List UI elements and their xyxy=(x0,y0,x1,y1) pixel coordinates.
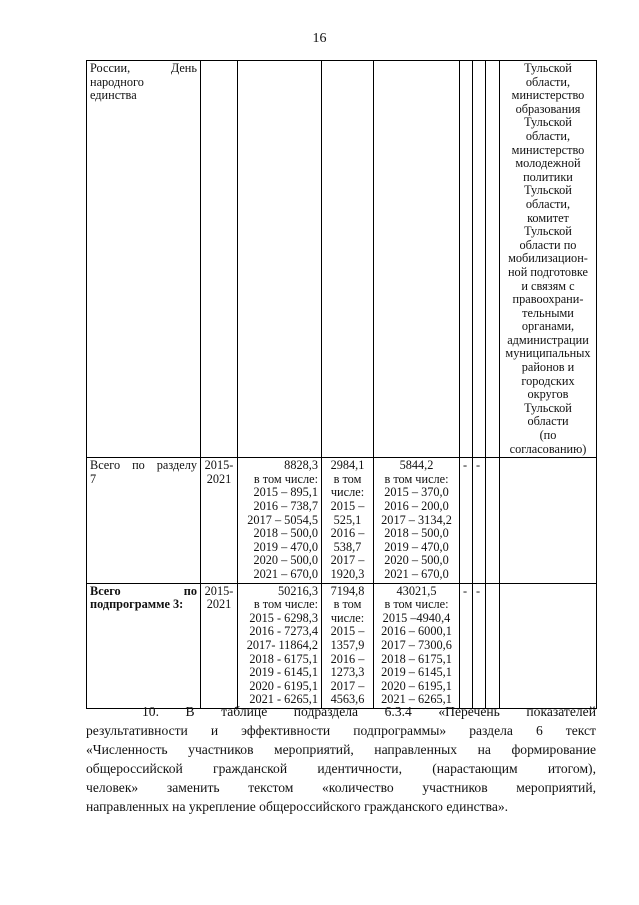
table-row-section-total xyxy=(87,458,597,583)
cell-line: 50216,3 xyxy=(278,583,318,598)
cell-dash-2: - xyxy=(473,458,486,583)
amendment-paragraph xyxy=(86,702,596,816)
cell-line: Всего по разделу xyxy=(90,458,197,473)
cell-line: мобилизацион- xyxy=(508,251,588,266)
cell-line: числе: xyxy=(330,610,365,625)
paragraph-line: «Численность участников мероприятий, направленных на формирование xyxy=(86,742,596,757)
cell-line: Тульской xyxy=(524,61,572,75)
cell-line: 2017- 11864,2 xyxy=(246,637,318,652)
cell-line: области по xyxy=(519,237,577,252)
cell-line: 7194,8 xyxy=(330,583,365,598)
cell-line: 2021 xyxy=(206,471,232,486)
cell-total xyxy=(238,458,322,583)
cell-extra-3 xyxy=(486,583,500,708)
cell-line: числе: xyxy=(330,485,365,500)
cell-line: области, xyxy=(525,128,571,143)
cell-line: 2017 – 3134,2 xyxy=(381,512,452,527)
cell-line: 2021 - 6265,1 xyxy=(249,692,318,707)
cell-line: 2015- xyxy=(204,583,234,598)
cell-name xyxy=(87,583,201,708)
cell-line: в том числе: xyxy=(253,597,318,612)
cell-line: области xyxy=(527,414,569,429)
cell-name xyxy=(87,458,201,583)
cell-line: в том числе: xyxy=(384,597,449,612)
cell-line: единства xyxy=(90,88,137,103)
cell-line: 2015- xyxy=(204,458,234,473)
cell-federal xyxy=(322,61,374,458)
cell-extra-1 xyxy=(460,61,473,458)
cell-dash-2: - xyxy=(473,583,486,708)
cell-line: 2018 – 500,0 xyxy=(384,526,449,541)
cell-line: муниципальных xyxy=(505,346,591,361)
cell-line: подпрограмме 3: xyxy=(90,597,184,612)
cell-line: 2015 – xyxy=(330,624,365,639)
cell-line: 4563,6 xyxy=(330,692,365,707)
cell-line: 2020 – 6195,1 xyxy=(381,678,452,693)
budget-table xyxy=(86,60,597,709)
cell-line: в том числе: xyxy=(253,471,318,486)
cell-line: 2018 - 6175,1 xyxy=(249,651,318,666)
cell-line: 2019 – 470,0 xyxy=(253,539,318,554)
cell-line: 2019 – 6145,1 xyxy=(381,665,452,680)
cell-line: 2016 – xyxy=(330,651,365,666)
cell-line: 2020 – 500,0 xyxy=(384,553,449,568)
cell-period xyxy=(201,61,238,458)
paragraph-line: 10. В таблице подраздела 6.3.4 «Перечень показателей xyxy=(142,704,596,719)
cell-line: в том xyxy=(333,597,362,612)
cell-line: Тульской xyxy=(524,115,572,130)
cell-line: Всего по xyxy=(90,583,197,598)
cell-line: (по xyxy=(539,428,557,443)
paragraph-line: результативности и эффективности подпрограммы» раздела 6 текст xyxy=(86,723,596,738)
cell-line: 2015 - 6298,3 xyxy=(249,610,318,625)
cell-line: молодежной xyxy=(515,156,581,171)
table-row-continuation xyxy=(87,61,597,458)
cell-line: области, xyxy=(525,74,571,89)
cell-line: области, xyxy=(525,196,571,211)
cell-line: 43021,5 xyxy=(396,583,437,598)
cell-line: в том числе: xyxy=(384,471,449,486)
cell-line: округов xyxy=(527,387,569,402)
paragraph-line: направленных на укрепление общероссийского гражданского единства». xyxy=(86,799,509,814)
cell-line: 1357,9 xyxy=(330,637,365,652)
cell-line: 2021 – 670,0 xyxy=(253,566,318,581)
cell-line: Тульской xyxy=(524,400,572,415)
cell-line: 7 xyxy=(90,471,97,486)
cell-dash-1: - xyxy=(460,583,473,708)
cell-line: 2016 – xyxy=(330,526,365,541)
cell-line: 525,1 xyxy=(333,512,362,527)
cell-line: 2018 – 6175,1 xyxy=(381,651,452,666)
cell-line: 1273,3 xyxy=(330,665,365,680)
cell-line: 2021 – 670,0 xyxy=(384,566,449,581)
cell-line: 2019 – 470,0 xyxy=(384,539,449,554)
cell-line: согласованию) xyxy=(509,441,587,456)
cell-line: правоохрани- xyxy=(512,292,584,307)
cell-line: Тульской xyxy=(524,224,572,239)
cell-line: 538,7 xyxy=(333,539,362,554)
cell-period xyxy=(201,583,238,708)
page-number: 16 xyxy=(312,31,327,46)
cell-line: 5844,2 xyxy=(399,458,434,473)
cell-extra-3 xyxy=(486,458,500,583)
cell-line: в том xyxy=(333,471,362,486)
cell-executor xyxy=(500,583,597,708)
cell-line: органами, xyxy=(521,319,575,334)
paragraph-line: человек» заменить текстом «количество участников мероприятий, xyxy=(86,780,596,795)
cell-line: 2015 – xyxy=(330,499,365,513)
cell-line: 1920,3 xyxy=(330,566,365,581)
cell-line: тельными xyxy=(522,305,574,320)
cell-line: 2016 – 6000,1 xyxy=(381,624,452,639)
cell-dash-1: - xyxy=(460,458,473,583)
cell-line: 2020 – 500,0 xyxy=(253,553,318,568)
cell-line: 2017 – 7300,6 xyxy=(381,637,452,652)
cell-regional xyxy=(374,61,460,458)
cell-line: образования xyxy=(515,101,581,116)
cell-line: 2018 – 500,0 xyxy=(253,526,318,541)
cell-line: народного xyxy=(90,74,144,89)
cell-line: 2984,1 xyxy=(330,458,365,473)
cell-line: городских xyxy=(521,373,575,388)
cell-line: министерство xyxy=(511,142,585,157)
cell-federal xyxy=(322,583,374,708)
cell-line: администрации xyxy=(507,332,589,347)
cell-total xyxy=(238,61,322,458)
cell-line: 2017 – xyxy=(330,678,365,693)
cell-line: 2016 – 200,0 xyxy=(384,499,449,513)
cell-line: 2017 – 5054,5 xyxy=(247,512,318,527)
cell-line: и связям с xyxy=(521,278,575,293)
cell-executor xyxy=(500,61,597,458)
cell-line: 2021 xyxy=(206,597,232,612)
cell-period xyxy=(201,458,238,583)
cell-line: России, День xyxy=(90,61,197,75)
table-row-subprogram-total xyxy=(87,583,597,708)
cell-name xyxy=(87,61,201,458)
cell-total xyxy=(238,583,322,708)
cell-executor xyxy=(500,458,597,583)
cell-line: 2015 –4940,4 xyxy=(382,610,451,625)
cell-line: политики xyxy=(523,169,573,184)
cell-regional xyxy=(374,583,460,708)
cell-line: 2016 - 7273,4 xyxy=(249,624,318,639)
cell-line: 2017 – xyxy=(330,553,365,568)
cell-extra-2 xyxy=(473,61,486,458)
cell-line: 2015 – 895,1 xyxy=(253,485,318,500)
cell-line: 2019 - 6145,1 xyxy=(249,665,318,680)
cell-line: районов и xyxy=(521,360,575,375)
cell-federal xyxy=(322,458,374,583)
cell-regional xyxy=(374,458,460,583)
cell-line: комитет xyxy=(527,210,569,225)
cell-extra-3 xyxy=(486,61,500,458)
cell-line: 2020 - 6195,1 xyxy=(249,678,318,693)
cell-line: 2016 – 738,7 xyxy=(253,499,318,513)
cell-line: 2015 – 370,0 xyxy=(384,485,449,500)
cell-line: Тульской xyxy=(524,183,572,198)
cell-line: 2021 – 6265,1 xyxy=(381,692,452,707)
paragraph-line: общероссийской гражданской идентичности, (нарастающим итогом), xyxy=(86,761,596,776)
cell-line: ной подготовке xyxy=(507,264,589,279)
cell-line: 8828,3 xyxy=(284,458,318,473)
cell-line: министерство xyxy=(511,88,585,103)
